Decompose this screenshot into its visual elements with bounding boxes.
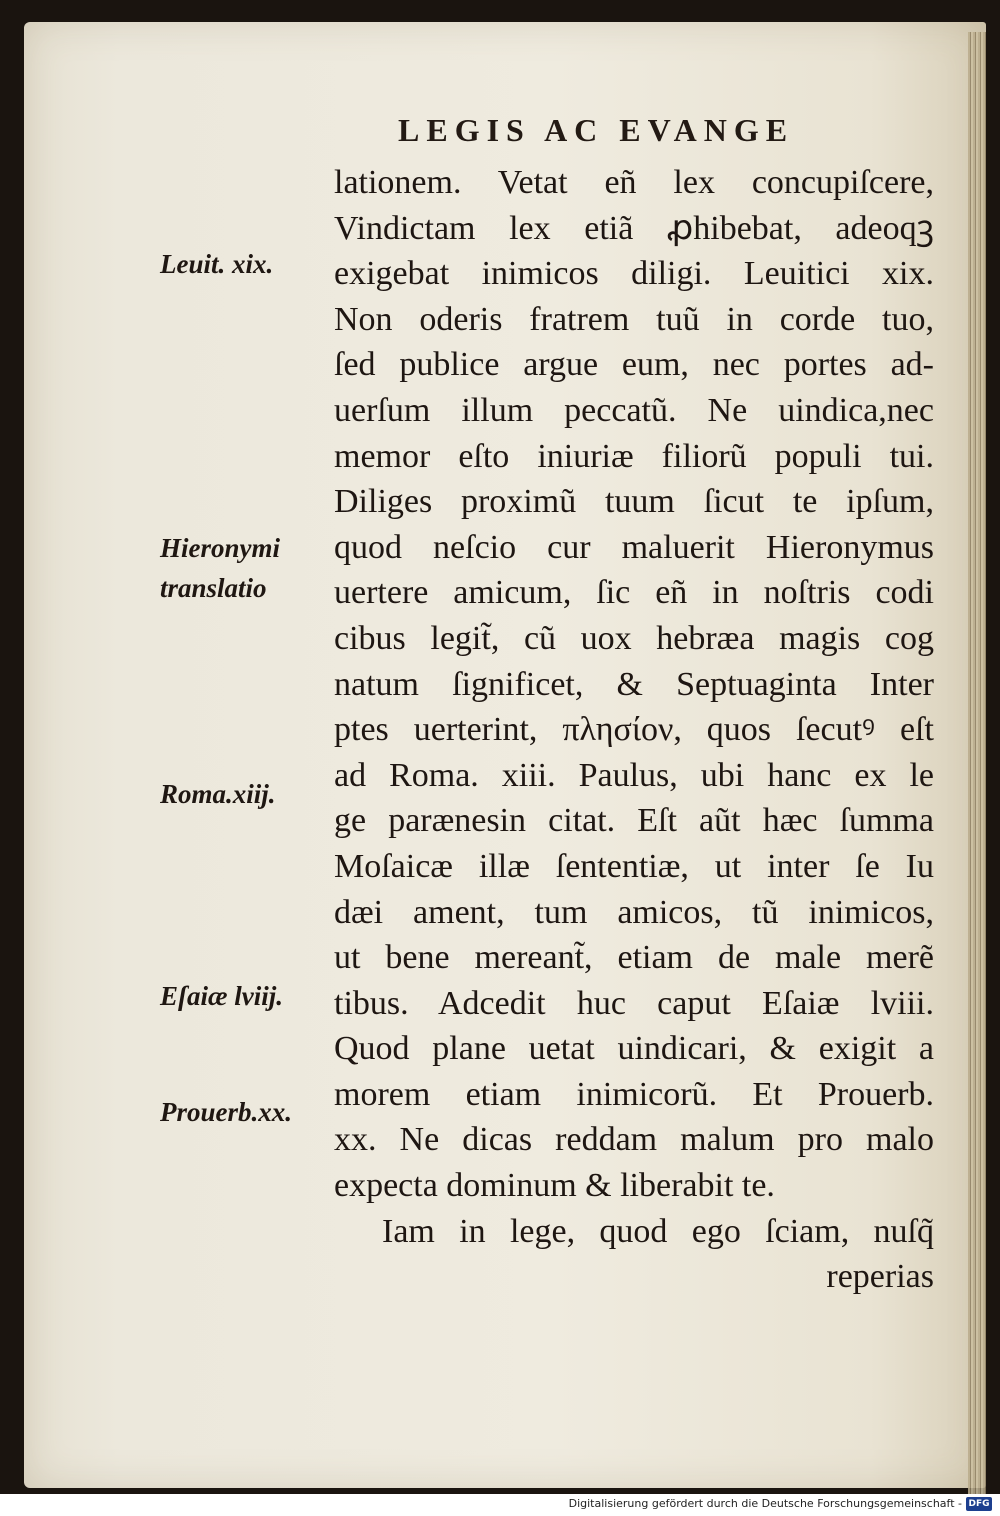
catchword: reperias — [826, 1258, 934, 1296]
margin-note-hieronymi: Hieronymi — [160, 533, 280, 563]
text-line: ge parænesin citat. Eſt aũt hæc ſumma — [334, 802, 934, 840]
margin-note-translatio: translatio — [160, 573, 267, 603]
page-fore-edge — [968, 32, 986, 1494]
text-line: ut bene mereant̃, etiam de male merẽ — [334, 939, 934, 977]
text-line: ad Roma. xiii. Paulus, ubi hanc ex le — [334, 756, 934, 794]
text-line: memor eſto iniuriæ filiorũ populi tui. — [334, 437, 934, 475]
text-line: Vindictam lex etiã ꝓhibebat, adeoqꝫ — [334, 209, 934, 247]
text-line: cibus legit̃, cũ uox hebræa magis cog — [334, 619, 934, 657]
body-text — [334, 160, 934, 1300]
margin-note-prouerb: Prouerb.xx. — [160, 1097, 293, 1127]
running-head: LEGIS AC EVANGE — [398, 112, 795, 148]
text-line: quod neſcio cur maluerit Hieronymus — [334, 528, 934, 566]
dfg-logo-icon: DFG — [966, 1497, 992, 1511]
text-line: uertere amicum, ſic eñ in noſtris codi — [334, 574, 934, 612]
text-line: morem etiam inimicorũ. Et Prouerb. — [334, 1075, 934, 1113]
text-line: natum ſignificet, & Septuaginta Inter — [334, 665, 934, 703]
text-line: Non oderis fratrem tuũ in corde tuo, — [334, 300, 934, 338]
text-line: exigebat inimicos diligi. Leuitici xix. — [334, 255, 934, 293]
margin-note-leuit: Leuit. xix. — [160, 249, 274, 279]
text-line: tibus. Adcedit huc caput Eſaiæ lviii. — [334, 984, 934, 1022]
text-line: Moſaicæ illæ ſententiæ, ut inter ſe Iu — [334, 847, 934, 885]
margin-note-esaiae: Eſaiæ lviij. — [160, 981, 283, 1011]
text-line: Quod plane uetat uindicari, & exigit a — [334, 1030, 934, 1068]
margin-note-roma: Roma.xiij. — [160, 779, 276, 809]
footer-bar — [0, 1494, 1000, 1516]
text-line: lationem. Vetat eñ lex concupiſcere, — [334, 164, 934, 201]
text-line: Diliges proximũ tuum ſicut te ipſum, — [334, 483, 934, 521]
text-line: ptes uerterint, πλησίον, quos ſecutꝰ eſt — [334, 711, 934, 749]
funding-credit: Digitalisierung gefördert durch die Deutsche Forschungsgemeinschaft - — [568, 1497, 962, 1510]
text-line: xx. Ne dicas reddam malum pro malo — [334, 1121, 934, 1159]
text-line: uerſum illum peccatũ. Ne uindica,nec — [334, 391, 934, 429]
text-line: ſed publice argue eum, nec portes ad- — [334, 346, 934, 384]
text-line: expecta dominum & liberabit te. — [334, 1167, 775, 1205]
text-line: dæi ament, tum amicos, tũ inimicos, — [334, 893, 934, 931]
paragraph-first-line: Iam in lege, quod ego ſciam, nuſq̃ — [382, 1212, 934, 1250]
